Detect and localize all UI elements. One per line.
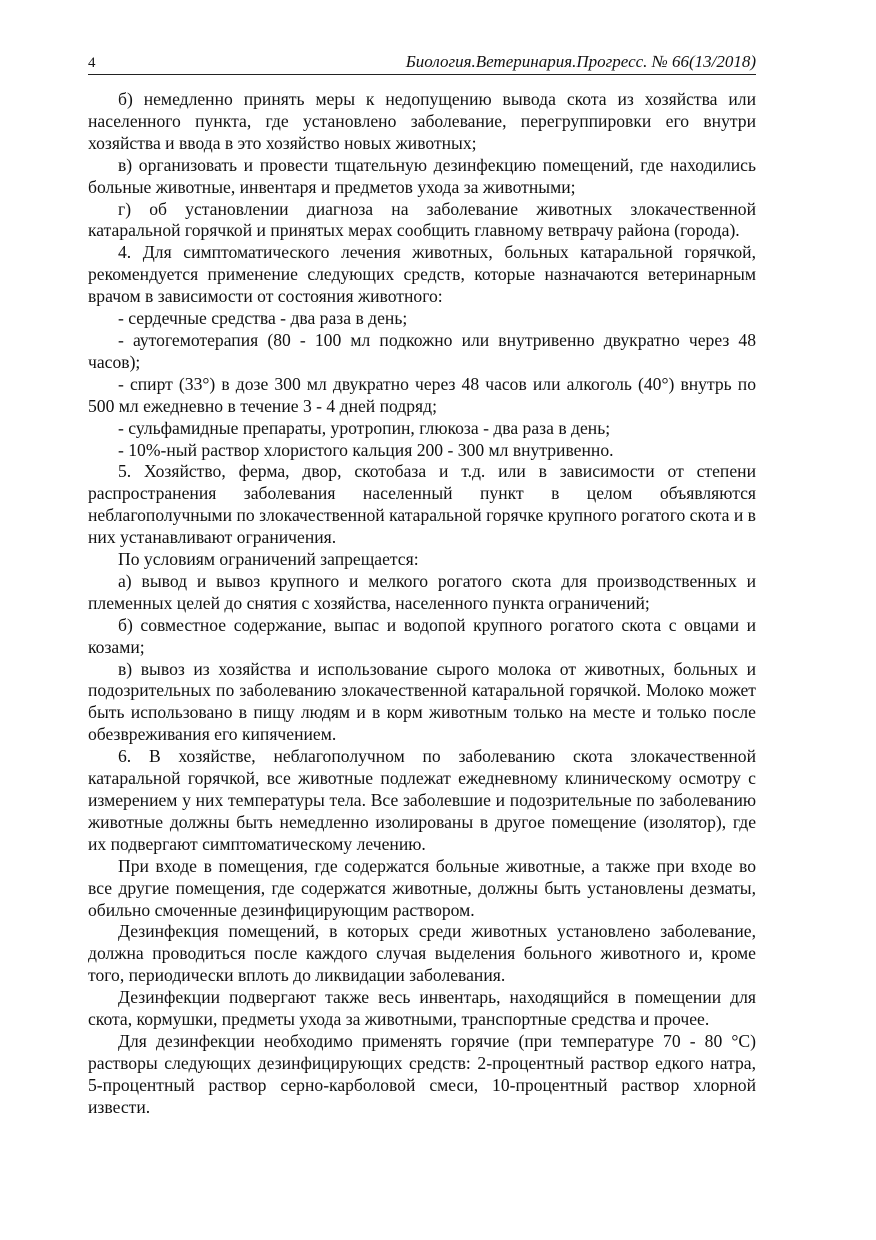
list-item: - сердечные средства - два раза в день; [118, 308, 408, 329]
paragraph: в) организовать и провести тщательную дезинфекцию помещений, где находились больные животные, инвентаря и предметов ухода за животными; [88, 154, 756, 197]
page-number: 4 [88, 55, 96, 71]
paragraph: 6. В хозяйстве, неблагополучном по заболеванию скота злокачественной катаральной горячкой, все животные подлежат ежедневному клиническому осмотру с измерением у них температуры тела. Все заболевшие и подозрительные по заболеванию животные должны быть немедленно изолированы в другое помещение (изолятор), где их подвергают симптоматическому лечению. [88, 746, 756, 854]
paragraph: 5. Хозяйство, ферма, двор, скотобаза и т.д. или в зависимости от степени распространения заболевания населенный пункт в целом объявляются неблагополучными по злокачественной катаральной горячке крупного рогатого скота и в них устанавливают ограничения. [88, 461, 756, 548]
paragraph: Дезинфекция помещений, в которых среди животных установлено заболевание, должна проводиться после каждого случая выделения больного животного и, кроме того, периодически вплоть до ликвидации заболевания. [88, 921, 756, 986]
paragraph: Дезинфекции подвергают также весь инвентарь, находящийся в помещении для скота, кормушки, предметы ухода за животными, транспортные средства и прочее. [88, 987, 756, 1030]
list-item: - сульфамидные препараты, уротропин, глюкоза - два раза в день; [118, 417, 611, 438]
document-page [88, 44, 756, 1119]
paragraph: При входе в помещения, где содержатся больные животные, а также при входе во все другие помещения, где содержатся животные, должны быть установлены дезматы, обильно смоченные дезинфицирующим раствором. [88, 855, 756, 920]
paragraph: б) немедленно принять меры к недопущению вывода скота из хозяйства или населенного пункта, где установлено заболевание, перегруппировки его внутри хозяйства и ввода в это хозяйство новых животных; [88, 89, 756, 153]
list-item: в) вывоз из хозяйства и использование сырого молока от животных, больных и подозрительных по заболеванию злокачественной катаральной горячкой. Молоко может быть использовано в пищу людям и в корм животным только на месте и только после обезвреживания его кипячением. [88, 658, 756, 745]
list-item: - аутогемотерапия (80 - 100 мл подкожно или внутривенно двукратно через 48 часов); [88, 329, 756, 372]
list-item: б) совместное содержание, выпас и водопой крупного рогатого скота с овцами и козами; [88, 614, 756, 657]
list-item: - спирт (33°) в дозе 300 мл двукратно через 48 часов или алкоголь (40°) внутрь по 500 мл ежедневно в течение 3 - 4 дней подряд; [88, 373, 756, 416]
journal-title: Биология.Ветеринария.Прогресс. № 66(13/2018) [405, 52, 756, 71]
paragraph: 4. Для симптоматического лечения животных, больных катаральной горячкой, рекомендуется применение следующих средств, которые назначаются ветеринарным врачом в зависимости от состояния животного: [88, 242, 756, 307]
running-header [88, 44, 756, 75]
body-text [88, 89, 756, 1119]
list-item: а) вывод и вывоз крупного и мелкого рогатого скота для производственных и племенных целей до снятия с хозяйства, населенного пункта ограничений; [88, 570, 756, 613]
list-item: - 10%-ный раствор хлористого кальция 200 - 300 мл внутривенно. [118, 439, 614, 460]
paragraph: По условиям ограничений запрещается: [118, 549, 419, 570]
paragraph: г) об установлении диагноза на заболевание животных злокачественной катаральной горячкой и принятых мерах сообщить главному ветврачу района (города). [88, 198, 756, 241]
paragraph: Для дезинфекции необходимо применять горячие (при температуре 70 - 80 °С) растворы следующих дезинфицирующих средств: 2-процентный раствор едкого натра, 5-процентный раствор серно-карболовой смеси, 10-процентный раствор хлорной извести. [88, 1030, 756, 1117]
